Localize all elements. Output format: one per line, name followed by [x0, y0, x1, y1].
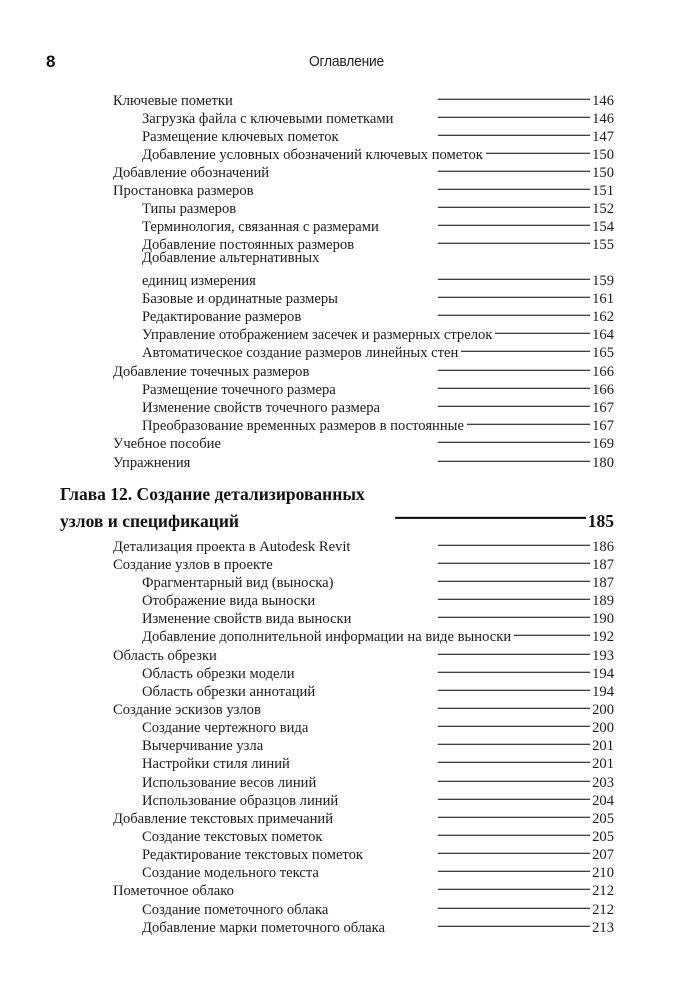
toc-entry-title: Создание узлов в проекте	[113, 557, 273, 573]
toc-entry-title: Вычерчивание узла	[142, 738, 264, 754]
toc-entry-title: Создание эскизов узлов	[113, 702, 261, 718]
toc-entry-page: 166	[592, 364, 614, 380]
toc-entry[interactable]	[142, 376, 614, 398]
toc-entry[interactable]	[142, 303, 614, 325]
toc-entry[interactable]	[142, 660, 614, 682]
chapter-page: 185	[587, 511, 614, 531]
toc-entry-page: 212	[592, 883, 614, 899]
toc-entry-title: Добавление обозначений	[113, 165, 270, 181]
dot-leader	[239, 195, 590, 213]
toc-entry[interactable]	[142, 285, 614, 307]
dot-leader	[242, 505, 586, 527]
toc-entry[interactable]	[142, 587, 614, 609]
toc-entry[interactable]	[142, 914, 614, 936]
toc-entry[interactable]	[142, 623, 614, 645]
dot-leader	[495, 321, 590, 339]
toc-entry-title: Создание чертежного вида	[142, 720, 309, 736]
toc-entry-page: 205	[592, 829, 614, 845]
toc-entry[interactable]	[113, 551, 614, 573]
toc-entry[interactable]	[113, 87, 614, 109]
toc-entry[interactable]	[142, 714, 614, 736]
toc-entry-title: Автоматическое создание размеров линейных стен	[142, 345, 459, 361]
toc-entry-title: Создание модельного текста	[142, 865, 319, 881]
toc-entry[interactable]	[142, 732, 614, 754]
dot-leader	[339, 376, 590, 394]
toc-entry-title: Размещение ключевых пометок	[142, 129, 339, 145]
dot-leader	[318, 587, 590, 605]
toc-entry-page: 180	[592, 455, 614, 471]
toc-entry-page: 205	[592, 811, 614, 827]
toc-entry[interactable]	[142, 896, 614, 918]
dot-leader	[383, 394, 590, 412]
toc-entry-page: 187	[592, 575, 614, 591]
chapter-entry[interactable]	[60, 505, 614, 531]
toc-entry-page: 150	[592, 165, 614, 181]
dot-leader	[396, 105, 590, 123]
toc-entry[interactable]	[142, 569, 614, 591]
toc-entry-page: 146	[592, 93, 614, 109]
toc-entry-page: 155	[592, 237, 614, 253]
toc-entry-title: Добавление условных обозначений ключевых пометок	[142, 147, 483, 163]
dot-leader	[467, 412, 590, 430]
toc-entry-page: 200	[592, 702, 614, 718]
toc-entry-page: 161	[592, 291, 614, 307]
toc-entry-title: Упражнения	[113, 455, 191, 471]
toc-entry-title: Простановка размеров	[113, 183, 254, 199]
toc-entry[interactable]	[113, 430, 614, 452]
toc-entry-title: единиц измерения	[142, 273, 256, 289]
toc-entry[interactable]	[142, 339, 614, 361]
toc-entry[interactable]	[142, 412, 614, 434]
toc-entry-title: Добавление точечных размеров	[113, 364, 310, 380]
toc-entry-page: 150	[592, 147, 614, 163]
toc-entry[interactable]	[113, 177, 614, 199]
toc-entry[interactable]	[142, 267, 614, 289]
running-head-title: Оглавление	[308, 53, 385, 70]
toc-entry-page: 210	[592, 865, 614, 881]
toc-entry[interactable]	[113, 805, 614, 827]
toc-entry-page: 193	[592, 648, 614, 664]
toc-entry-title: Добавление текстовых примечаний	[113, 811, 334, 827]
toc-entry-page: 194	[592, 666, 614, 682]
toc-entry-page: 147	[592, 129, 614, 145]
toc-entry-title: Изменение свойств вида выноски	[142, 611, 352, 627]
toc-entry-page: 201	[592, 756, 614, 772]
dot-leader	[354, 605, 590, 623]
toc-entry-page: 154	[592, 219, 614, 235]
dot-leader	[336, 805, 590, 823]
toc-entry[interactable]	[142, 841, 614, 863]
dot-leader	[259, 267, 590, 285]
toc-entry[interactable]	[113, 533, 614, 555]
dot-leader	[342, 123, 590, 141]
toc-entry-title: Добавление постоянных размеров	[142, 237, 355, 253]
toc-entry[interactable]	[142, 123, 614, 145]
toc-entry-title: Добавление дополнительной информации на виде выноски	[142, 629, 512, 645]
toc-entry-title: Терминология, связанная с размерами	[142, 219, 379, 235]
toc-entry-page: 146	[592, 111, 614, 127]
toc-entry-title-line1[interactable]: Добавление альтернативных	[142, 250, 320, 266]
toc-entry-title: Загрузка файла с ключевыми пометками	[142, 111, 394, 127]
dot-leader	[486, 141, 590, 159]
toc-entry-title: Область обрезки	[113, 648, 217, 664]
dot-leader	[298, 660, 590, 678]
dot-leader	[311, 714, 590, 732]
toc-entry-title: Отображение вида выноски	[142, 593, 316, 609]
dot-leader	[331, 896, 590, 914]
toc-entry[interactable]	[142, 195, 614, 217]
toc-entry[interactable]	[142, 605, 614, 627]
toc-entry[interactable]	[142, 105, 614, 127]
toc-entry-page: 151	[592, 183, 614, 199]
toc-entry[interactable]	[142, 769, 614, 791]
toc-entry-title: Добавление марки пометочного облака	[142, 920, 385, 936]
toc-entry[interactable]	[142, 231, 614, 253]
dot-leader	[388, 914, 590, 932]
dot-leader	[266, 732, 590, 750]
dot-leader	[382, 213, 590, 231]
dot-leader	[514, 623, 590, 641]
dot-leader	[318, 678, 590, 696]
dot-leader	[461, 339, 590, 357]
toc-entry-title: Учебное пособие	[113, 436, 221, 452]
toc-entry-page: 194	[592, 684, 614, 700]
toc-entry-title: Создание пометочного облака	[142, 902, 329, 918]
toc-entry-page: 192	[592, 629, 614, 645]
toc-entry[interactable]	[142, 823, 614, 845]
toc-entry-page: 162	[592, 309, 614, 325]
dot-leader	[220, 642, 590, 660]
dot-leader	[276, 551, 590, 569]
dot-leader	[193, 449, 590, 467]
toc-entry-title: Типы размеров	[142, 201, 237, 217]
toc-entry[interactable]	[142, 141, 614, 163]
dot-leader	[264, 696, 590, 714]
toc-entry-page: 187	[592, 557, 614, 573]
toc-entry-page: 190	[592, 611, 614, 627]
dot-leader	[319, 769, 590, 787]
dot-leader	[224, 430, 590, 448]
toc-entry-title: Использование образцов линий	[142, 793, 339, 809]
dot-leader	[341, 285, 590, 303]
toc-entry-page: 167	[592, 400, 614, 416]
toc-entry-title: Фрагментарный вид (выноска)	[142, 575, 334, 591]
toc-entry-title: Размещение точечного размера	[142, 382, 336, 398]
dot-leader	[312, 358, 590, 376]
toc-entry-title: Использование весов линий	[142, 775, 317, 791]
toc-entry-page: 204	[592, 793, 614, 809]
toc-entry-page: 166	[592, 382, 614, 398]
toc-entry-page: 213	[592, 920, 614, 936]
dot-leader	[337, 569, 591, 587]
page-number: 8	[46, 52, 56, 71]
dot-leader	[237, 877, 590, 895]
toc-entry[interactable]	[142, 750, 614, 772]
toc-entry-page: 203	[592, 775, 614, 791]
chapter-title-line1[interactable]: Глава 12. Создание детализированных	[60, 484, 365, 504]
toc-entry[interactable]	[113, 696, 614, 718]
toc-entry-page: 212	[592, 902, 614, 918]
toc-entry-title: Редактирование размеров	[142, 309, 302, 325]
toc-entry-title: Управление отображением засечек и размерных стрелок	[142, 327, 493, 343]
chapter-title-line2: узлов и спецификаций	[60, 511, 239, 531]
toc-entry[interactable]	[142, 394, 614, 416]
toc-entry-title: Область обрезки аннотаций	[142, 684, 316, 700]
toc-entry[interactable]	[142, 859, 614, 881]
toc-entry[interactable]	[113, 358, 614, 380]
toc-entry[interactable]	[142, 678, 614, 700]
toc-entry-title: Изменение свойств точечного размера	[142, 400, 381, 416]
toc-entry-page: 201	[592, 738, 614, 754]
toc-entry-page: 189	[592, 593, 614, 609]
toc-entry-page: 207	[592, 847, 614, 863]
toc-entry-page: 186	[592, 539, 614, 555]
toc-entry[interactable]	[142, 321, 614, 343]
toc-entry-title: Настройки стиля линий	[142, 756, 290, 772]
toc-entry-page: 167	[592, 418, 614, 434]
dot-leader	[366, 841, 590, 859]
dot-leader	[304, 303, 590, 321]
toc-entry-page: 152	[592, 201, 614, 217]
toc-entry[interactable]	[113, 449, 614, 471]
toc-entry-title: Детализация проекта в Autodesk Revit	[113, 539, 351, 555]
toc-entry-page: 200	[592, 720, 614, 736]
dot-leader	[325, 823, 590, 841]
toc-entry[interactable]	[113, 159, 614, 181]
toc-entry-page: 165	[592, 345, 614, 361]
toc-entry[interactable]	[142, 213, 614, 235]
toc-entry-title: Редактирование текстовых пометок	[142, 847, 364, 863]
dot-leader	[341, 787, 590, 805]
dot-leader	[272, 159, 590, 177]
toc-entry-page: 164	[592, 327, 614, 343]
dot-leader	[257, 177, 591, 195]
toc-entry-title: Создание текстовых пометок	[142, 829, 323, 845]
toc-entry-title: Ключевые пометки	[113, 93, 233, 109]
toc-entry-page: 169	[592, 436, 614, 452]
toc-entry[interactable]	[113, 642, 614, 664]
toc-entry[interactable]	[113, 877, 614, 899]
dot-leader	[353, 533, 590, 551]
toc-entry-title: Область обрезки модели	[142, 666, 295, 682]
dot-leader	[236, 87, 590, 105]
dot-leader	[322, 859, 590, 877]
toc-entry-page: 159	[592, 273, 614, 289]
toc-entry-title: Пометочное облако	[113, 883, 234, 899]
toc-entry-title: Базовые и ординатные размеры	[142, 291, 338, 307]
toc-entry-title: Преобразование временных размеров в постоянные	[142, 418, 464, 434]
dot-leader	[293, 750, 590, 768]
toc-entry[interactable]	[142, 787, 614, 809]
dot-leader	[357, 231, 590, 249]
